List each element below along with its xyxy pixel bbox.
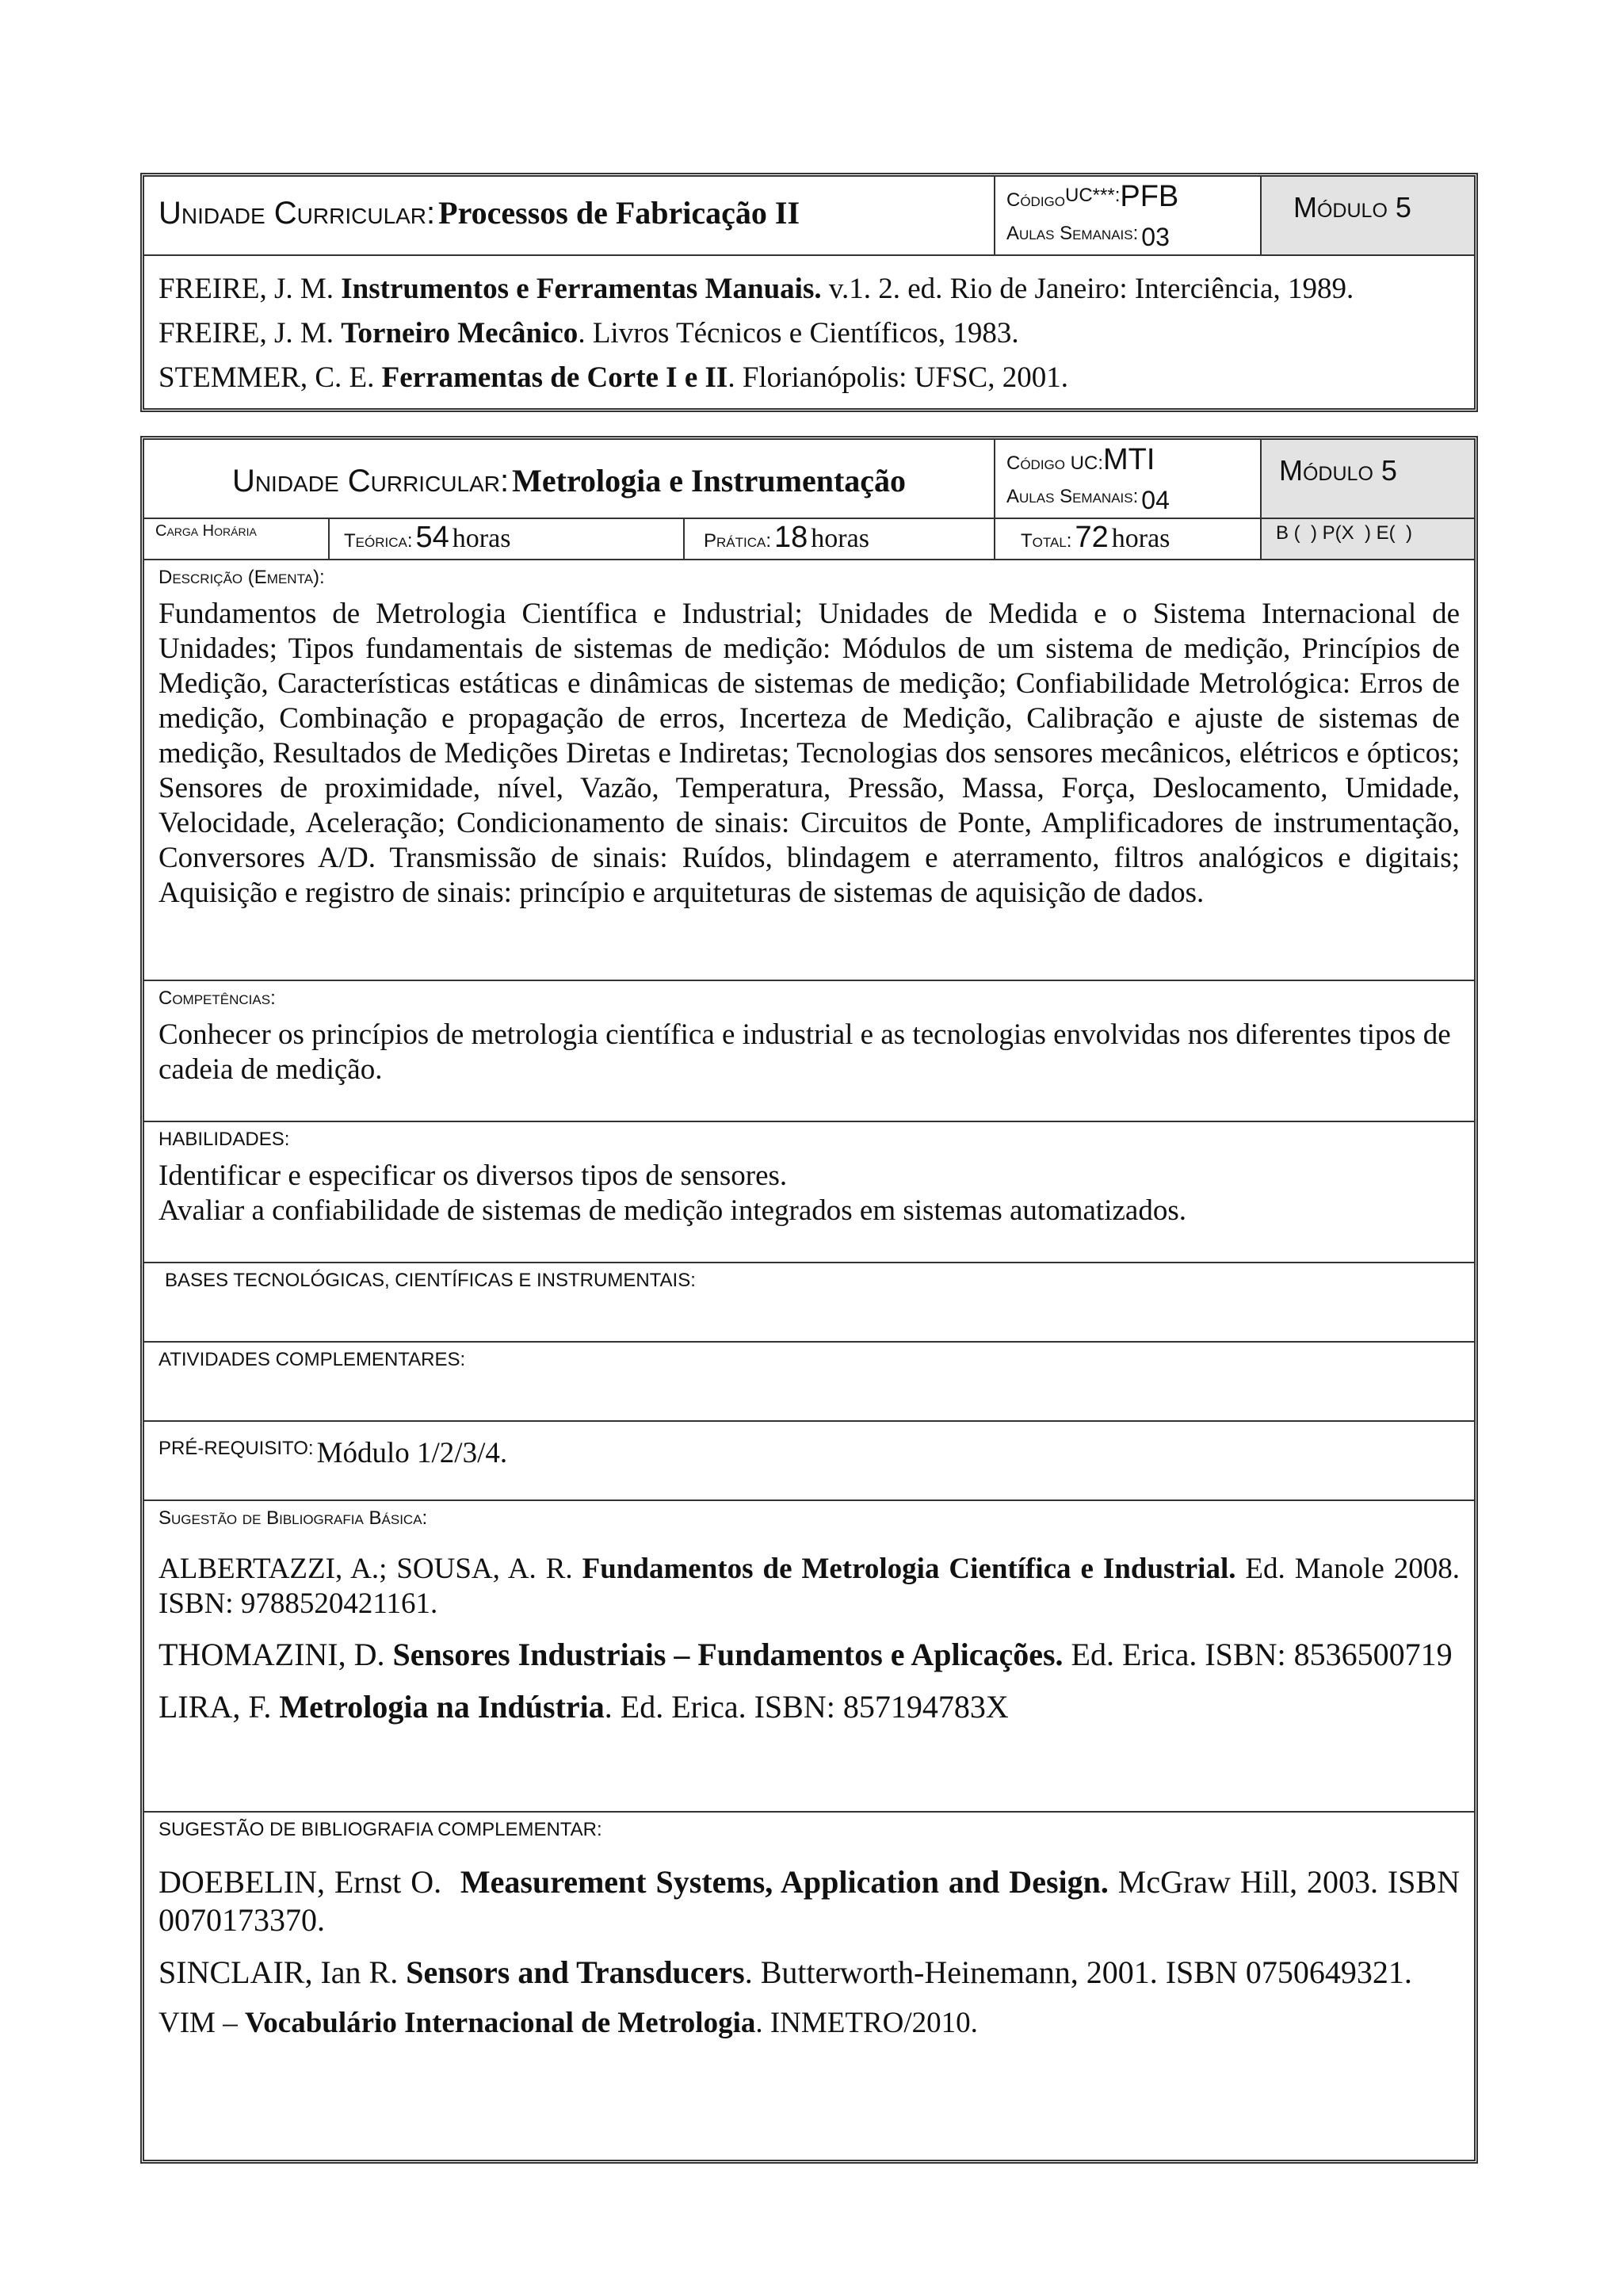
uc1-aulas-value: 03	[1141, 223, 1170, 251]
uc2-teorica-cell	[330, 519, 685, 559]
uc2-header-label: Unidade Curricular:	[231, 464, 510, 499]
uc1-codigo-cell	[995, 177, 1262, 254]
uc2-bib-comp-ref: VIM – Vocabulário Internacional de Metrologia. INMETRO/2010.	[158, 2007, 978, 2039]
uc2-bases-section	[144, 1263, 1474, 1343]
uc1-modulo-cell	[1262, 177, 1474, 254]
uc2-horas: horas	[811, 524, 869, 553]
uc1-title: Processos de Fabricação II	[438, 195, 800, 231]
uc1-ref: FREIRE, J. M. Instrumentos e Ferramentas Manuais. v.1. 2. ed. Rio de Janeiro: Interciência, 1989.	[158, 273, 1354, 305]
uc2-header	[144, 440, 995, 518]
uc2-habilidades-label: HABILIDADES:	[158, 1129, 290, 1150]
uc2-competencias-text: Conhecer os princípios de metrologia científica e industrial e as tecnologias envolvidas nos diferentes tipos de cadeia de medição.	[158, 1018, 1451, 1086]
uc2-competencias-label: Competências:	[158, 988, 276, 1009]
uc2-aulas-value: 04	[1141, 486, 1170, 514]
uc2-carga-cell	[144, 519, 330, 559]
uc2-atividades-section	[144, 1343, 1474, 1422]
uc2-table	[140, 436, 1478, 2164]
uc2-codigo-cell	[995, 440, 1262, 518]
uc2-bib-basica-ref: LIRA, F. Metrologia na Indústria. Ed. Erica. ISBN: 857194783X	[158, 1689, 1009, 1725]
uc1-header-label: Unidade Curricular:	[158, 196, 436, 231]
uc2-total-value: 72	[1075, 521, 1109, 554]
uc2-horas: horas	[1111, 524, 1170, 553]
uc1-codigo-label2: UC***:	[1065, 185, 1121, 206]
uc1-references	[144, 256, 1474, 400]
uc2-aulas-label: Aulas Semanais:	[1006, 486, 1139, 507]
uc1-table	[140, 173, 1478, 412]
uc2-habilidades-line: Avaliar a confiabilidade de sistemas de medição integrados em sistemas automatizados.	[158, 1194, 1186, 1227]
uc2-codigo-value: MTI	[1103, 443, 1155, 476]
uc1-ref: STEMMER, C. E. Ferramentas de Corte I e II. Florianópolis: UFSC, 2001.	[158, 361, 1068, 394]
uc2-modulo-cell	[1262, 440, 1474, 518]
uc2-bib-comp-section	[144, 1813, 1474, 2041]
uc1-codigo-label: Código	[1006, 189, 1066, 211]
uc2-bib-comp-ref: SINCLAIR, Ian R. Sensors and Transducers. Butterworth-Heinemann, 2001. ISBN 0750649321.	[158, 1954, 1412, 1990]
uc2-bib-basica-ref: THOMAZINI, D. Sensores Industriais – Fundamentos e Aplicações. Ed. Erica. ISBN: 8536500719	[158, 1637, 1453, 1672]
uc2-tipo-cell	[1262, 519, 1474, 559]
uc2-pratica-cell	[685, 519, 995, 559]
uc2-competencias-section	[144, 981, 1474, 1122]
uc2-prereq-value: Módulo 1/2/3/4.	[316, 1437, 508, 1469]
uc2-horas: horas	[452, 524, 511, 553]
uc2-descricao-text: Fundamentos de Metrologia Científica e Industrial; Unidades de Medida e o Sistema Internacional de Unidades; Tipos fundamentais de sistemas de medição: Módulos de um sistema de medição, Princípios de Medição, Características estáticas e dinâmicas de sistemas de medição; Confiabilidade Metrológica: Erros de medição, Combinação e propagação de erros, Incerteza de Medição, Calibração e ajuste de sistemas de medição, Resultados de Medições Diretas e Indiretas; Tecnologias dos sensores mecânicos, elétricos e ópticos; Sensores de proximidade, nível, Vazão, Temperatura, Pressão, Massa, Força, Deslocamento, Umidade, Velocidade, Aceleração; Condicionamento de sinais: Circuitos de Ponte, Amplificadores de instrumentação, Conversores A/D. Transmissão de sinais: Ruídos, blindagem e aterramento, filtros analógicos e digitais; Aquisição e registro de sinais: princípio e arquiteturas de sistemas de aquisição de dados.	[158, 598, 1460, 909]
uc2-bib-basica-section	[144, 1501, 1474, 1813]
uc2-modulo: Módulo 5	[1279, 454, 1397, 487]
uc2-bib-comp-label: SUGESTÃO DE BIBLIOGRAFIA COMPLEMENTAR:	[158, 1819, 602, 1840]
uc2-descricao-label: Descrição (Ementa):	[158, 567, 325, 588]
uc2-teorica-label: Teórica:	[344, 530, 413, 552]
uc2-prereq-label: PRÉ-REQUISITO:	[158, 1438, 314, 1459]
uc2-bib-basica-label: Sugestão de Bibliografia Básica:	[158, 1507, 428, 1529]
uc2-bases-label: BASES TECNOLÓGICAS, CIENTÍFICAS E INSTRUMENTAIS:	[165, 1270, 696, 1291]
uc2-descricao-section	[144, 560, 1474, 981]
uc2-codigo-label: Código UC:	[1006, 453, 1104, 474]
uc1-ref: FREIRE, J. M. Torneiro Mecânico. Livros Técnicos e Científicos, 1983.	[158, 317, 1019, 350]
uc2-bib-basica-ref: ALBERTAZZI, A.; SOUSA, A. R. Fundamentos de Metrologia Científica e Industrial. Ed. Manole 2008. ISBN: 9788520421161.	[158, 1553, 1460, 1620]
uc2-total-label: Total:	[1021, 530, 1072, 552]
uc2-teorica-value: 54	[415, 521, 449, 554]
uc1-header	[144, 177, 995, 254]
uc1-codigo-value: PFB	[1120, 180, 1179, 213]
uc2-habilidades-line: Identificar e especificar os diversos tipos de sensores.	[158, 1159, 788, 1192]
uc2-title: Metrologia e Instrumentação	[512, 463, 907, 499]
uc1-modulo: Módulo 5	[1293, 191, 1411, 223]
uc2-pratica-value: 18	[774, 521, 808, 554]
uc2-total-cell	[995, 519, 1262, 559]
uc2-tipo: B ( ) P(X ) E( )	[1276, 522, 1412, 544]
uc2-carga-label: Carga Horária	[155, 522, 257, 540]
uc2-habilidades-section	[144, 1122, 1474, 1263]
uc2-prereq-section	[144, 1422, 1474, 1501]
uc1-aulas-label: Aulas Semanais:	[1006, 223, 1139, 244]
uc2-pratica-label: Prática:	[704, 530, 772, 552]
uc2-atividades-label: ATIVIDADES COMPLEMENTARES:	[158, 1349, 466, 1370]
uc2-bib-comp-ref: DOEBELIN, Ernst O. Measurement Systems, Application and Design. McGraw Hill, 2003. ISBN 0070173370.	[158, 1864, 1460, 1938]
